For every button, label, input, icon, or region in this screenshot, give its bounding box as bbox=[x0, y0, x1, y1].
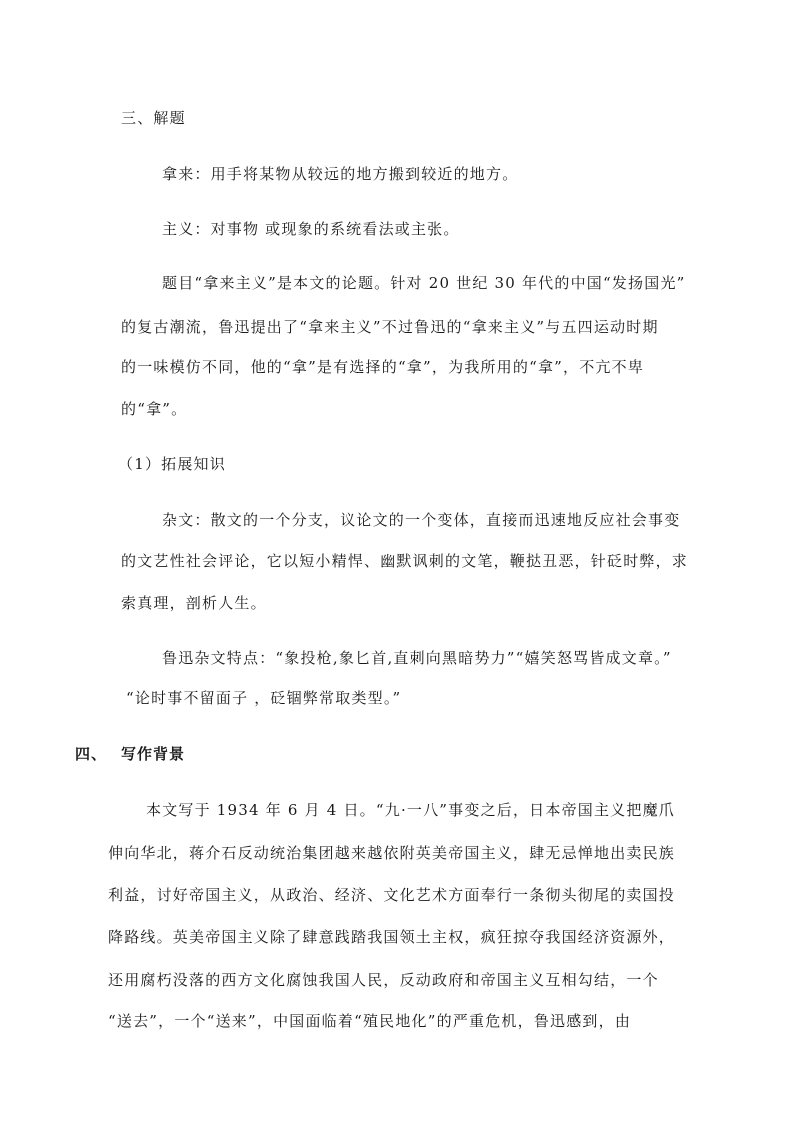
title-paragraph-line: 的复古潮流，鲁迅提出了“拿来主义”不过鲁迅的“拿来主义”与五四运动时期 bbox=[121, 318, 659, 336]
background-paragraph-line: 降路线。英美帝国主义除了肆意践踏我国领土主权，疯狂掠夺我国经济资源外， bbox=[108, 928, 676, 946]
background-paragraph-line: 伸向华北，蒋介石反动统治集团越来越依附英美帝国主义，肆无忌惮地出卖民族 bbox=[108, 844, 676, 862]
title-paragraph-line: 题目“拿来主义”是本文的论题。针对 20 世纪 30 年代的中国“发扬国光” bbox=[162, 274, 686, 292]
definition-nalai: 拿来：用手将某物从较远的地方搬到较近的地方。 bbox=[162, 165, 519, 183]
section-3-heading: 三、解题 bbox=[121, 109, 186, 127]
title-paragraph-line: 的一味模仿不同，他的“拿”是有选择的“拿”，为我所用的“拿”，不亢不卑 bbox=[121, 358, 645, 376]
background-paragraph-line: 利益，讨好帝国主义，从政治、经济、文化艺术方面奉行一条彻头彻尾的卖国投 bbox=[108, 886, 676, 904]
background-paragraph-line: “送去”，一个“送来”，中国面临着“殖民地化”的严重危机，鲁迅感到，由 bbox=[108, 1012, 632, 1030]
subheading-extended-knowledge: （1）拓展知识 bbox=[118, 455, 226, 473]
section-4-title: 写作背景 bbox=[121, 745, 186, 763]
definition-zhuyi: 主义：对事物 或现象的系统看法或主张。 bbox=[162, 220, 460, 238]
zawen-paragraph-line: 索真理，剖析人生。 bbox=[121, 594, 267, 612]
section-4-number: 四、 bbox=[75, 745, 108, 763]
luxun-feature-line: “论时事不留面子 ，砭锢弊常取类型。” bbox=[126, 689, 402, 707]
zawen-paragraph-line: 杂文：散文的一个分支，议论文的一个变体，直接而迅速地反应社会事变 bbox=[162, 511, 681, 529]
zawen-paragraph-line: 的文艺性社会评论，它以短小精悍、幽默讽刺的文笔，鞭挞丑恶，针砭时弊，求 bbox=[121, 552, 689, 570]
title-paragraph-line: 的“拿”。 bbox=[121, 400, 188, 418]
luxun-feature-line: 鲁迅杂文特点：“象投枪,象匕首,直刺向黑暗势力”“嬉笑怒骂皆成文章。” bbox=[162, 649, 672, 667]
background-paragraph-line: 本文写于 1934 年 6 月 4 日。“九·一八”事变之后，日本帝国主义把魔爪 bbox=[146, 801, 675, 819]
background-paragraph-line: 还用腐朽没落的西方文化腐蚀我国人民，反动政府和帝国主义互相勾结，一个 bbox=[108, 971, 659, 989]
